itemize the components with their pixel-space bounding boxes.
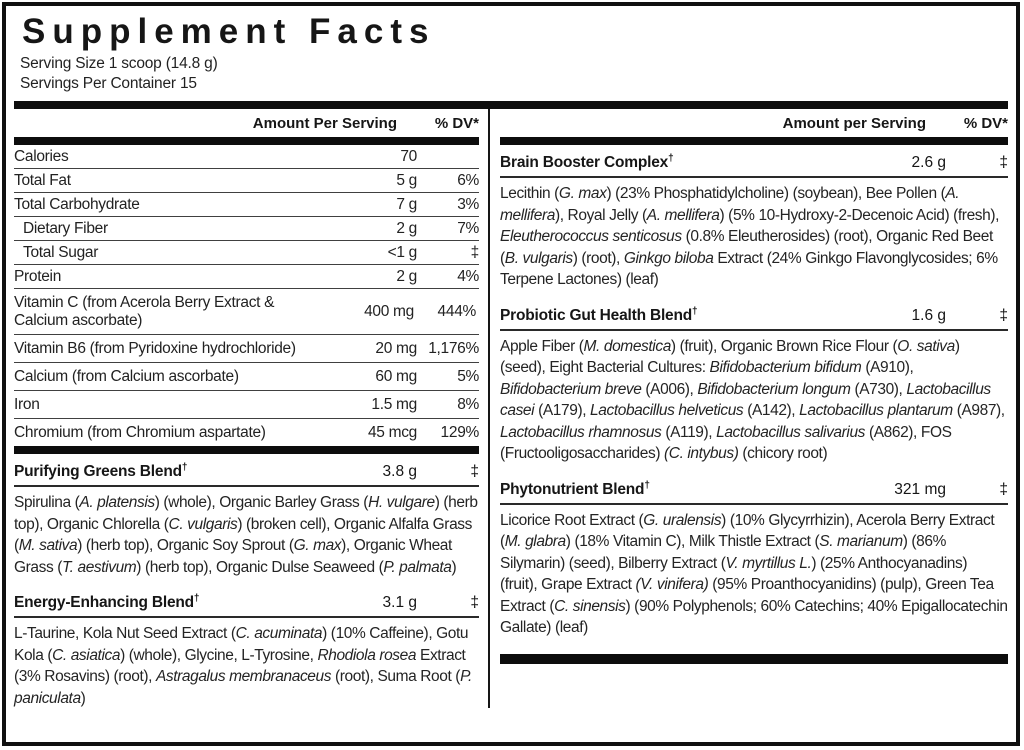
percent-dv-header: % DV* <box>963 115 1008 132</box>
amount-per-serving-header: Amount per Serving <box>782 115 926 132</box>
blend-description: Licorice Root Extract (G. uralensis) (10% Glycyrrhizin), Acerola Berry Extract (M. glabra) (18% Vitamin C), Milk Thistle Extract (S. marianum) (86% Silymarin) (seed), Bilberry Extract (V. myrtillus L.) (25% Anthocyanadins) (fruit), Grape Extract (V. vinifera) (95% Proanthocyanidins) (pulp), Green Tea Extract (C. sinensis) (90% Polyphenols; 60% Catechins; 40% Epigallocatechin Gallate) (leaf) <box>500 511 1008 637</box>
left-column <box>14 109 479 746</box>
blend-header <box>500 147 1008 178</box>
blend-dv: ‡ <box>999 154 1008 172</box>
nutrient-name: Total Sugar <box>23 243 99 261</box>
supplement-facts-panel <box>2 2 1020 746</box>
columns-container <box>14 109 1008 746</box>
nutrient-row-protein <box>14 265 479 289</box>
left-column-header <box>14 109 479 137</box>
blend-header <box>14 587 479 618</box>
blend-name: Phytonutrient Blend† <box>500 479 650 498</box>
blend-header <box>500 300 1008 331</box>
nutrient-name: Chromium (from Chromium aspartate) <box>14 423 266 441</box>
nutrient-name: Vitamin C (from Acerola Berry Extract & Calcium ascorbate) <box>14 293 275 329</box>
blend-header <box>14 456 479 487</box>
nutrient-name: Dietary Fiber <box>23 219 108 237</box>
blend-amount: 3.1 g <box>382 594 417 612</box>
nutrient-dv: 129% <box>440 423 479 441</box>
blend-dv: ‡ <box>999 480 1008 498</box>
nutrient-row-dietary-fiber <box>14 217 479 241</box>
servings-per-container-line: Servings Per Container 15 <box>20 75 197 92</box>
nutrient-amount: 70 <box>400 147 417 165</box>
blend-name: Probiotic Gut Health Blend† <box>500 305 698 324</box>
nutrient-row-total-fat <box>14 169 479 193</box>
blend-description: Lecithin (G. max) (23% Phosphatidylcholine) (soybean), Bee Pollen (A. mellifera), Royal Jelly (A. mellifera) (5% 10-Hydroxy-2-Decenoic Acid) (fresh), Eleutherococcus senticosus (0.8% Eleutherosides) (root), Organic Red Beet (B. vulgaris) (root), Ginkgo biloba Extract (24% Ginkgo Flavonglycosides; 6% Terpene Lactones) (leaf) <box>500 185 1000 289</box>
nutrient-amount: 2 g <box>396 219 417 237</box>
nutrient-name: Calcium (from Calcium ascorbate) <box>14 367 239 385</box>
blend-dv: ‡ <box>470 594 479 612</box>
blend-energy-enhancing <box>14 587 479 716</box>
blend-phytonutrient <box>500 474 1008 646</box>
nutrient-row-calcium <box>14 363 479 391</box>
blend-dv: ‡ <box>470 463 479 481</box>
blend-description: Apple Fiber (M. domestica) (fruit), Organic Brown Rice Flour (O. sativa) (seed), Eight Bacterial Cultures: Bifidobacterium bifidum (A910), Bifidobacterium breve (A006), Bifidobacterium longum (A730), Lactobacillus casei (A179), Lactobacillus helveticus (A142), Lactobacillus plantarum (A987), Lactobacillus rhamnosus (A119), Lactobacillus salivarius (A862), FOS (Fructooligosaccharides) (C. intybus) (chicory root) <box>500 337 1005 463</box>
nutrient-amount: <1 g <box>387 243 417 261</box>
nutrient-amount: 400 mg <box>364 302 414 320</box>
nutrient-name: Vitamin B6 (from Pyridoxine hydrochloride) <box>14 339 296 357</box>
blend-amount: 3.8 g <box>382 463 417 481</box>
nutrient-dv: 5% <box>457 367 479 385</box>
nutrient-name: Protein <box>14 267 62 285</box>
right-column <box>500 109 1008 746</box>
top-divider-bar <box>14 101 1008 109</box>
dagger-footnote-mark: † <box>692 305 698 317</box>
nutrient-amount: 45 mcg <box>367 423 417 441</box>
nutrient-amount: 7 g <box>396 195 417 213</box>
right-header-bar <box>500 137 1008 145</box>
amount-per-serving-header: Amount Per Serving <box>252 115 397 132</box>
nutrient-amount: 20 mg <box>375 339 417 357</box>
blend-amount: 321 mg <box>894 480 946 498</box>
left-header-bar <box>14 137 479 145</box>
nutrient-row-total-carbohydrate <box>14 193 479 217</box>
nutrient-amount: 1.5 mg <box>371 395 417 413</box>
nutrient-dv: 6% <box>457 171 479 189</box>
dagger-footnote-mark: † <box>668 153 674 164</box>
blend-description: Spirulina (A. platensis) (whole), Organic Barley Grass (H. vulgare) (herb top), Organic Chlorella (C. vulgaris) (broken cell), Organic Alfalfa Grass (M. sativa) (herb top), Organic Soy Sprout (G. max), Organic Wheat Grass (T. aestivum) (herb top), Organic Dulse Seaweed (P. palmata) <box>14 494 478 576</box>
blend-name: Purifying Greens Blend† <box>14 462 188 481</box>
nutrient-dv: 8% <box>457 395 479 413</box>
nutrient-name: Calories <box>14 147 69 165</box>
blend-dv: ‡ <box>999 306 1008 324</box>
blend-purifying-greens <box>14 456 479 585</box>
panel-title: Supplement Facts <box>22 12 436 51</box>
nutrient-name: Total Fat <box>14 171 71 189</box>
blend-brain-booster <box>500 147 1008 298</box>
nutrient-row-iron <box>14 391 479 419</box>
blend-name: Energy-Enhancing Blend† <box>14 593 200 612</box>
nutrient-name: Total Carbohydrate <box>14 195 140 213</box>
column-divider <box>488 109 490 708</box>
bottom-divider-bar <box>500 654 1008 664</box>
blend-description: L-Taurine, Kola Nut Seed Extract (C. acuminata) (10% Caffeine), Gotu Kola (C. asiatica) (whole), Glycine, L-Tyrosine, Rhodiola rosea Extract (3% Rosavins) (root), Astragalus membranaceus (root), Suma Root (P. paniculata) <box>14 625 472 707</box>
nutrient-dv: ‡ <box>470 243 479 261</box>
serving-size-line: Serving Size 1 scoop (14.8 g) <box>20 55 218 72</box>
nutrient-row-total-sugar <box>14 241 479 265</box>
blend-amount: 2.6 g <box>911 154 946 172</box>
nutrient-dv: 4% <box>457 267 479 285</box>
dagger-footnote-mark: † <box>644 479 650 491</box>
nutrient-row-chromium <box>14 419 479 446</box>
dagger-footnote-mark: † <box>181 462 188 473</box>
left-section-bar <box>14 446 479 454</box>
percent-dv-header: % DV* <box>434 115 479 132</box>
dagger-footnote-mark: † <box>193 593 200 605</box>
nutrient-dv: 444% <box>437 302 476 320</box>
nutrient-row-calories <box>14 145 479 169</box>
nutrient-dv: 1,176% <box>428 339 479 357</box>
nutrient-amount: 2 g <box>396 267 417 285</box>
blend-amount: 1.6 g <box>911 306 946 324</box>
right-column-header <box>500 109 1008 137</box>
nutrient-row-vitamin-c <box>14 289 479 335</box>
nutrient-name: Iron <box>14 395 40 413</box>
blend-probiotic-gut-health <box>500 300 1008 472</box>
nutrient-amount: 5 g <box>396 171 417 189</box>
blend-name: Brain Booster Complex† <box>500 153 674 172</box>
nutrient-amount: 60 mg <box>375 367 417 385</box>
nutrient-row-vitamin-b6 <box>14 335 479 363</box>
blend-header <box>500 474 1008 505</box>
nutrient-dv: 3% <box>457 195 479 213</box>
nutrient-dv: 7% <box>457 219 479 237</box>
